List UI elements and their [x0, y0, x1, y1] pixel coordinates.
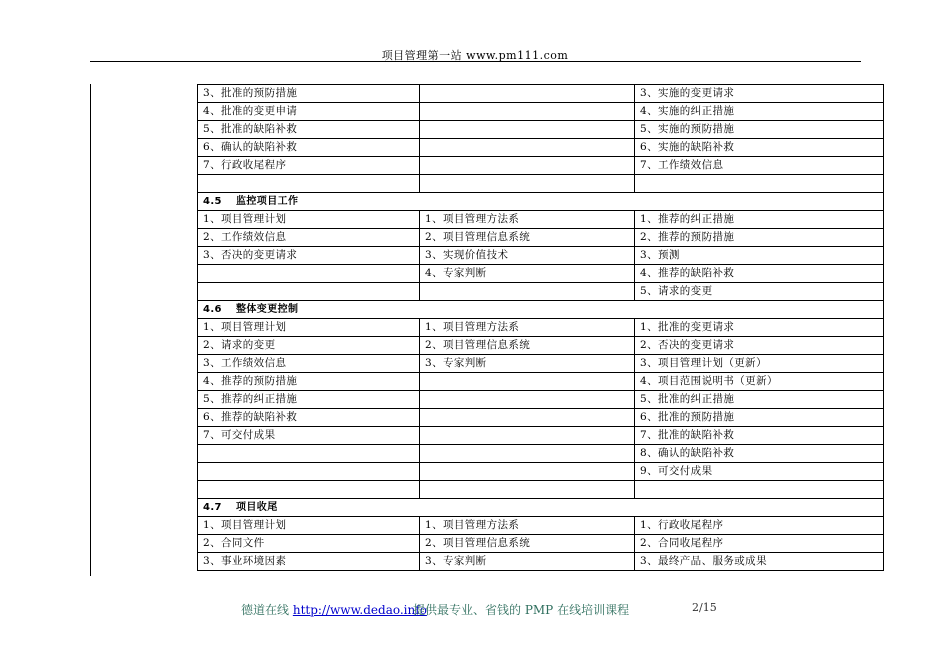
table-row: [198, 391, 884, 409]
left-margin-line: [90, 84, 91, 576]
output-cell: 2、推荐的预防措施: [635, 229, 884, 247]
table-row: [198, 283, 884, 301]
table-row: [198, 103, 884, 121]
tool-cell: [420, 427, 635, 445]
tool-cell: 3、专家判断: [420, 553, 635, 571]
tool-cell: [420, 139, 635, 157]
table-row: [198, 427, 884, 445]
table-row: [198, 175, 884, 193]
output-cell: [635, 175, 884, 193]
section-title: 项目收尾: [236, 502, 278, 513]
tool-cell: [420, 463, 635, 481]
tool-cell: 3、实现价值技术: [420, 247, 635, 265]
tool-cell: [420, 283, 635, 301]
section-header-row: [198, 499, 884, 517]
section-heading: [198, 301, 884, 319]
tool-cell: [420, 409, 635, 427]
input-cell: [198, 175, 420, 193]
output-cell: 3、预测: [635, 247, 884, 265]
input-cell: [198, 445, 420, 463]
table-row: [198, 121, 884, 139]
tool-cell: 1、项目管理方法系: [420, 517, 635, 535]
input-cell: 3、批准的预防措施: [198, 85, 420, 103]
footer-site: [241, 601, 427, 618]
output-cell: 4、实施的纠正措施: [635, 103, 884, 121]
table-row: [198, 463, 884, 481]
output-cell: 3、实施的变更请求: [635, 85, 884, 103]
tool-cell: [420, 157, 635, 175]
table-row: [198, 319, 884, 337]
tool-cell: 2、项目管理信息系统: [420, 337, 635, 355]
section-number: 4.7: [203, 502, 222, 513]
input-cell: [198, 283, 420, 301]
output-cell: 3、项目管理计划（更新）: [635, 355, 884, 373]
tool-cell: 3、专家判断: [420, 355, 635, 373]
input-cell: 5、批准的缺陷补救: [198, 121, 420, 139]
input-cell: 7、行政收尾程序: [198, 157, 420, 175]
section-header-row: [198, 193, 884, 211]
input-cell: 4、批准的变更申请: [198, 103, 420, 121]
tool-cell: 4、专家判断: [420, 265, 635, 283]
table-row: [198, 337, 884, 355]
input-cell: [198, 265, 420, 283]
table-body: [198, 85, 884, 571]
table-row: [198, 409, 884, 427]
table-row: [198, 157, 884, 175]
tool-cell: [420, 391, 635, 409]
table-row: [198, 445, 884, 463]
section-number: 4.6: [203, 304, 222, 315]
output-cell: 9、可交付成果: [635, 463, 884, 481]
output-cell: 3、最终产品、服务或成果: [635, 553, 884, 571]
footer-site-name: 德道在线: [241, 603, 290, 617]
footer-slogan: 提供最专业、省钱的 PMP 在线培训课程: [413, 603, 630, 617]
output-cell: 5、请求的变更: [635, 283, 884, 301]
input-cell: 3、工作绩效信息: [198, 355, 420, 373]
tool-cell: [420, 373, 635, 391]
tool-cell: 1、项目管理方法系: [420, 211, 635, 229]
output-cell: 6、实施的缺陷补救: [635, 139, 884, 157]
page-number: 2/15: [692, 601, 717, 614]
table-row: [198, 517, 884, 535]
output-cell: 5、实施的预防措施: [635, 121, 884, 139]
output-cell: 4、项目范围说明书（更新）: [635, 373, 884, 391]
table-row: [198, 139, 884, 157]
output-cell: 7、批准的缺陷补救: [635, 427, 884, 445]
input-cell: 3、事业环境因素: [198, 553, 420, 571]
table-row: [198, 355, 884, 373]
tool-cell: 1、项目管理方法系: [420, 319, 635, 337]
section-header-row: [198, 301, 884, 319]
table-row: [198, 481, 884, 499]
input-cell: 2、工作绩效信息: [198, 229, 420, 247]
input-cell: 5、推荐的纠正措施: [198, 391, 420, 409]
input-cell: 1、项目管理计划: [198, 517, 420, 535]
tool-cell: [420, 103, 635, 121]
output-cell: 5、批准的纠正措施: [635, 391, 884, 409]
input-cell: 6、确认的缺陷补救: [198, 139, 420, 157]
input-cell: [198, 463, 420, 481]
input-cell: 3、否决的变更请求: [198, 247, 420, 265]
output-cell: 4、推荐的缺陷补救: [635, 265, 884, 283]
output-cell: 2、合同收尾程序: [635, 535, 884, 553]
output-cell: 2、否决的变更请求: [635, 337, 884, 355]
section-heading: [198, 499, 884, 517]
tool-cell: 2、项目管理信息系统: [420, 229, 635, 247]
input-cell: 2、请求的变更: [198, 337, 420, 355]
section-heading: [198, 193, 884, 211]
process-io-table: [197, 84, 884, 571]
tool-cell: [420, 481, 635, 499]
table-row: [198, 373, 884, 391]
output-cell: [635, 481, 884, 499]
input-cell: 1、项目管理计划: [198, 319, 420, 337]
output-cell: 1、推荐的纠正措施: [635, 211, 884, 229]
footer-link[interactable]: http://www.dedao.info: [292, 603, 427, 617]
tool-cell: [420, 121, 635, 139]
input-cell: 1、项目管理计划: [198, 211, 420, 229]
table-row: [198, 265, 884, 283]
input-cell: 2、合同文件: [198, 535, 420, 553]
page-header: 项目管理第一站 www.pm111.com: [381, 49, 569, 62]
tool-cell: 2、项目管理信息系统: [420, 535, 635, 553]
section-title: 整体变更控制: [236, 304, 299, 315]
output-cell: 8、确认的缺陷补救: [635, 445, 884, 463]
header-divider: [90, 61, 861, 62]
output-cell: 1、行政收尾程序: [635, 517, 884, 535]
tool-cell: [420, 85, 635, 103]
input-cell: 6、推荐的缺陷补救: [198, 409, 420, 427]
table-row: [198, 535, 884, 553]
output-cell: 6、批准的预防措施: [635, 409, 884, 427]
table-row: [198, 553, 884, 571]
input-cell: 7、可交付成果: [198, 427, 420, 445]
output-cell: 1、批准的变更请求: [635, 319, 884, 337]
input-cell: 4、推荐的预防措施: [198, 373, 420, 391]
table-row: [198, 211, 884, 229]
tool-cell: [420, 445, 635, 463]
table-row: [198, 229, 884, 247]
input-cell: [198, 481, 420, 499]
table-row: [198, 247, 884, 265]
table-row: [198, 85, 884, 103]
section-title: 监控项目工作: [236, 196, 299, 207]
section-number: 4.5: [203, 196, 222, 207]
output-cell: 7、工作绩效信息: [635, 157, 884, 175]
tool-cell: [420, 175, 635, 193]
